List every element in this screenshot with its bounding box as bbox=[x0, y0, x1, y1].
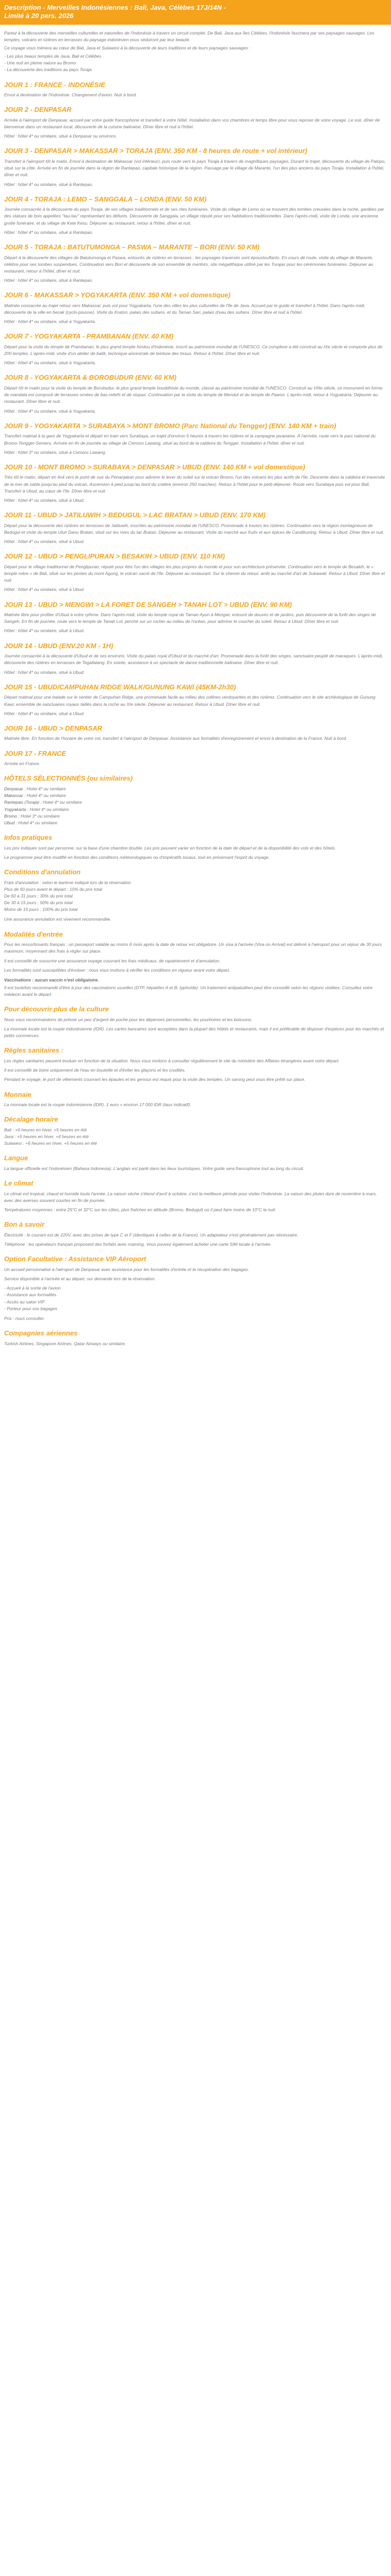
day-description: Transfert matinal à la gare de Yogyakarta et départ en train vers Surabaya, un trajet d'environ 5 heures à travers les rizières et la campagne javanaise. À l'arrivée, route vers le parc national du Bromo-Tengger-Semeru. Arrivée en fin de journée au village de Cemoro Lawang, situé au bord de la caldeira du Tengger. Installation à l'hôtel, dîner et nuit. bbox=[4, 433, 376, 446]
day-title: JOUR 13 - UBUD > MENGWI > LA FORET DE SANGEH > TANAH LOT > UBUD (ENV. 90 KM) bbox=[4, 600, 292, 608]
good-to-know-section bbox=[4, 1221, 387, 1248]
day-title: JOUR 17 - FRANCE bbox=[4, 749, 66, 757]
practical-section bbox=[4, 834, 387, 861]
vip-option-item: - Accès au salon VIP bbox=[4, 1299, 45, 1304]
day-description: Hôtel : hôtel 4* ou similaire, situé à Yogyakarta. bbox=[4, 319, 96, 325]
vaccines-label: Vaccinations : aucun vaccin n'est obligatoire. bbox=[4, 977, 99, 982]
day-description: Départ pour la découverte des rizières en terrasses de Jatiluwih, inscrites au patrimoine mondial de l'UNESCO. Promenade à travers les rizières. Continuation vers la région montagneuse de Bedugul et visite du temple Ulun Danu Bratan, situé sur les rives du lac Bratan. Déjeuner au restaurant. Visite du marché aux fruits et aux épices de Candikuning. Retour à Ubud. Dîner libre et nuit. bbox=[4, 522, 384, 535]
day-description: Hôtel : hôtel 3* ou similaire, situé à Cemoro Lawang. bbox=[4, 449, 106, 455]
day-description: Départ tôt le matin pour la visite du temple de Borobudur, le plus grand temple bouddhiste du monde, classé au patrimoine mondial de l'UNESCO. Construit au VIIIe siècle, ce monument en forme de mandala est composé de terrasses ornées de bas-reliefs et de stupas. Continuation par la visite du temple de Mendut et du temple de Pawon. L'après-midi, retour à Yogyakarta. Déjeuner au restaurant. Dîner libre et nuit. bbox=[4, 385, 383, 404]
hotel-category: Hotel 4* ou similaire bbox=[18, 820, 58, 825]
day-description: Matinée libre. En fonction de l'horaire de votre vol, transfert à l'aéroport de Denpasar. Assistance aux formalités d'enregistrement et envol à destination de la France. Nuit à bord. bbox=[4, 736, 347, 741]
day-description: Arrivée en France. bbox=[4, 761, 40, 767]
airlines-heading: Compagnies aériennes bbox=[4, 1329, 78, 1337]
itinerary-day bbox=[4, 552, 387, 593]
hotel-category: Hotel 3* ou similaire bbox=[21, 813, 60, 819]
climate-section bbox=[4, 1179, 387, 1213]
hotel-item bbox=[4, 820, 387, 826]
day-description: Hôtel : hôtel 4* ou similaire, situé à Rantepao. bbox=[4, 278, 93, 283]
day-description: Hôtel : hôtel 4* ou similaire, situé à Ubud. bbox=[4, 539, 85, 545]
vip-option-item: - Accueil à la sortie de l'avion bbox=[4, 1285, 61, 1291]
itinerary-day bbox=[4, 724, 387, 742]
timezone-item: Sulawesi : +6 heures en hiver, +5 heures en été bbox=[4, 1141, 97, 1146]
timezone-item: Java : +5 heures en hiver, +4 heures en été bbox=[4, 1134, 89, 1140]
day-title: JOUR 6 - MAKASSAR > YOGYAKARTA (ENV. 350 KM + vol domestique) bbox=[4, 291, 231, 299]
day-description: Hôtel : hôtel 4* ou similaire, situé à Yogyakarta. bbox=[4, 360, 96, 366]
vip-option-item: - Porteur pour vos bagages bbox=[4, 1306, 58, 1311]
timezone-list bbox=[4, 1127, 387, 1147]
hotel-item bbox=[4, 792, 387, 799]
hotel-item bbox=[4, 806, 387, 813]
day-description: Journée consacrée à la découverte d'Ubud et de ses environs. Visite du palais royal d'Ubud et du marché d'art. Promenade dans la forêt des singes, sanctuaire peuplé de macaques. L'après-midi, découverte des rizières en terrasses de Tegallalang. En soirée, assistance à un spectacle de danse traditionnelle balinaise. Dîner libre et nuit. bbox=[4, 653, 383, 666]
itinerary-day bbox=[4, 332, 387, 366]
good-to-know-text: Électricité : le courant est de 220V, avec des prises de type C et F (identiques à celles de la France). Un adaptateur n'est généralement pas nécessaire. bbox=[4, 1232, 299, 1238]
practical-text: Les prix indiqués sont par personne, sur la base d'une chambre double. Les prix peuvent varier en fonction de la date de départ et de la disponibilité des vols et des hôtels. bbox=[4, 845, 336, 851]
health-text: Il est conseillé de boire uniquement de l'eau en bouteille et d'éviter les glaçons et les crudités. bbox=[4, 1067, 186, 1073]
main-content bbox=[0, 25, 391, 1347]
itinerary-day bbox=[4, 422, 387, 456]
day-description: Départ matinal pour une balade sur le sentier de Campuhan Ridge, une promenade facile au milieu des collines verdoyantes et des rizières. Continuation vers le site archéologique de Gunung Kawi, ensemble de sanctuaires royaux taillés dans la roche au XIe siècle. Déjeuner au restaurant. Retour à Ubud. Dîner libre et nuit. bbox=[4, 694, 376, 707]
day-title: JOUR 2 - DENPASAR bbox=[4, 106, 72, 114]
condition-item: Moins de 15 jours : 100% du prix total bbox=[4, 907, 78, 912]
itinerary-day bbox=[4, 291, 387, 325]
page-title-line2: Limité à 20 pers. 2026 bbox=[4, 12, 74, 20]
condition-item: De 60 à 31 jours : 30% du prix total bbox=[4, 893, 73, 899]
airlines-section bbox=[4, 1329, 387, 1347]
day-description: Matinée libre pour profiter d'Ubud à votre rythme. Dans l'après-midi, visite du temple royal de Taman Ayun à Mengwi, entouré de douves et de jardins, puis découverte de la forêt des singes de Sangeh. En fin de journée, route vers le temple de Tanah Lot, perché sur un rocher au milieu de l'océan, pour admirer le coucher du soleil. Retour à Ubud. Dîner libre et nuit. bbox=[4, 612, 376, 624]
page-title-line1: Description - Merveilles Indonésiennes : Bali, Java, Célèbes 17J/14N - bbox=[4, 4, 226, 11]
hotel-city: Rantepao (Toraja) : bbox=[4, 800, 42, 805]
day-title: JOUR 8 - YOGYAKARTA & BOROBUDUR (ENV. 60 KM) bbox=[4, 374, 176, 382]
health-text: Pendant le voyage, le port de vêtements couvrant les épaules et les genoux est requis pour la visite des temples. Un sarong peut vous être prêté sur place. bbox=[4, 1077, 306, 1082]
health-section bbox=[4, 1046, 387, 1083]
hotel-city: Denpasar : bbox=[4, 786, 26, 791]
health-text: Les règles sanitaires peuvent évoluer en fonction de la situation. Nous vous invitons à consulter régulièrement le site du ministère des Affaires étrangères avant votre départ. bbox=[4, 1058, 340, 1064]
hotel-city: Makassar : bbox=[4, 793, 26, 799]
culture-heading: Pour découvrir plus de la culture bbox=[4, 1005, 109, 1013]
day-description: Journée consacrée à la découverte du pays Toraja, de ses villages traditionnels et de ses rites funéraires. Visite du village de Lemo où se trouvent des tombes creusées dans la roche, gardées par des statues de bois appelées "tau-tau" représentant les défunts. Découverte de Sanggala, un village réputé pour ses habitations traditionnelles. Dans l'après-midi, visite de Londa, une ancienne grotte funéraire, et du village de Kete Kesu. Déjeuner au restaurant, retour à l'hôtel, dîner et nuit. bbox=[4, 207, 384, 226]
hotel-category: Hotel 4* ou similaire bbox=[26, 793, 66, 799]
language-text: La langue officielle est l'indonésien (Bahasa Indonesia). L'anglais est parlé dans les lieux touristiques. Votre guide sera francophone tout au long du circuit. bbox=[4, 1166, 304, 1172]
timezone-section bbox=[4, 1115, 387, 1147]
hotel-category: Hotel 4* ou similaire bbox=[43, 800, 82, 805]
vip-option-item: - Assistance aux formalités bbox=[4, 1292, 57, 1298]
day-description: Hôtel : hôtel 4* ou similaire, situé à Ubud. bbox=[4, 497, 85, 503]
conditions-heading: Conditions d'annulation bbox=[4, 868, 81, 876]
highlight-item: - Une nuit en pleine nature au Bromo bbox=[4, 60, 76, 66]
culture-section bbox=[4, 1005, 387, 1039]
day-title: JOUR 10 - MONT BROMO > SURABAYA > DENPASAR > UBUD (ENV. 140 KM + vol domestique) bbox=[4, 463, 305, 471]
health-heading: Règles sanitaires : bbox=[4, 1046, 63, 1055]
vip-option-text: Un accueil personnalisé à l'aéroport de Denpasar avec assistance pour les formalités d'entrée et la récupération des bagages. bbox=[4, 1266, 249, 1272]
currency-text: La monnaie locale est la roupie indonésienne (IDR). 1 euro = environ 17 000 IDR (taux indicatif). bbox=[4, 1102, 191, 1108]
hotel-item bbox=[4, 799, 387, 806]
highlight-item: - Les plus beaux temples de Java, Bali et Célèbes bbox=[4, 54, 102, 59]
day-description: Départ pour la visite du temple de Prambanan, le plus grand temple hindou d'Indonésie, inscrit au patrimoine mondial de l'UNESCO. Ce complexe a été construit au IXe siècle et comporte plus de 200 temples. L'après-midi, visite d'un atelier de batik, technique ancestrale de teinture des tissus. Retour à l'hôtel. Dîner libre et nuit. bbox=[4, 344, 383, 357]
day-title: JOUR 3 - DENPASAR > MAKASSAR > TORAJA (ENV. 350 KM - 8 heures de route + vol intérieur) bbox=[4, 147, 307, 155]
timezone-heading: Décalage horaire bbox=[4, 1115, 58, 1124]
currency-section bbox=[4, 1091, 387, 1109]
day-description: Arrivée à l'aéroport de Denpasar, accueil par votre guide francophone et transfert à votre hôtel. Installation dans vos chambres et temps libre pour vous reposer de votre voyage. Le soir, dîner de bienvenue dans un restaurant local, découverte de la cuisine balinaise. Dîner libre et nuit à l'hôtel. bbox=[4, 117, 380, 130]
day-description: Matinée consacrée au trajet retour vers Makassar, puis vol pour Yogyakarta, l'une des villes les plus culturelles de l'île de Java. Accueil par le guide et transfert à l'hôtel. Dans l'après-midi, découverte de la ville en becak (cyclo-pousse). Visite du Kraton, palais des sultans, et du Taman Sari, palais d'eau des sultans. Dîner libre et nuit à l'hôtel. bbox=[4, 302, 366, 315]
hotel-item bbox=[4, 813, 387, 820]
entry-text: Pour les ressortissants français : un passeport valable au moins 6 mois après la date de retour est obligatoire. Un visa à l'arrivée (Visa on Arrival) est délivré à l'aéroport pour un séjour de 30 jours maximum, moyennant des frais à régler sur place. bbox=[4, 942, 382, 954]
day-description: Hôtel : hôtel 4* ou similaire, situé à Ubud. bbox=[4, 587, 85, 592]
itinerary-day bbox=[4, 511, 387, 545]
conditions-section bbox=[4, 868, 387, 923]
day-description: Hôtel : hôtel 4* ou similaire, situé à Ubud. bbox=[4, 710, 85, 716]
hotel-city: Yogyakarta : bbox=[4, 806, 29, 812]
good-to-know-text: Téléphone : les opérateurs français proposent des forfaits avec roaming. Vous pouvez également acheter une carte SIM locale à l'arrivée. bbox=[4, 1242, 272, 1247]
climate-heading: Le climat bbox=[4, 1179, 34, 1188]
hotel-category: Hotel 4* ou similaire bbox=[26, 786, 66, 791]
language-section bbox=[4, 1154, 387, 1172]
hotel-city: Bromo : bbox=[4, 813, 20, 819]
practical-text: Le programme peut être modifié en fonction des conditions météorologiques ou d'impératifs locaux, tout en préservant l'esprit du voyage. bbox=[4, 854, 270, 860]
day-title: JOUR 1 : FRANCE - INDONÉSIE bbox=[4, 80, 105, 89]
day-description: Départ pour le village traditionnel de Penglipuran, réputé pour être l'un des villages les plus propres du monde et pour son architecture préservée. Continuation vers le temple de Besakih, le « temple mère » de Bali, situé sur les pentes du mont Agung, le volcan sacré de l'île. Déjeuner au restaurant. Sur le chemin du retour, arrêt au marché d'art de Sukawati. Retour à Ubud. Dîner libre et nuit. bbox=[4, 564, 385, 583]
itinerary-day bbox=[4, 147, 387, 188]
hotel-list bbox=[4, 786, 387, 826]
highlight-item: - La découverte des traditions au pays Toraja bbox=[4, 67, 92, 73]
itinerary-day bbox=[4, 195, 387, 236]
entry-section bbox=[4, 930, 387, 998]
condition-item: Plus de 60 jours avant le départ : 10% du prix total bbox=[4, 886, 102, 892]
conditions-note: Une assurance annulation est vivement recommandée. bbox=[4, 917, 111, 922]
day-description: Hôtel : hôtel 4* ou similaire, situé à Rantepao. bbox=[4, 181, 93, 187]
hotels-heading: HÔTELS SÉLECTIONNÉS (ou similaires) bbox=[4, 774, 133, 783]
currency-heading: Monnaie bbox=[4, 1090, 31, 1098]
climate-text: Températures moyennes : entre 25°C et 32°C sur les côtes, plus fraîches en altitude (Bromo, Bedugul) où il peut faire moins de 10°C la nuit. bbox=[4, 1207, 276, 1213]
timezone-item: Bali : +6 heures en hiver, +5 heures en été bbox=[4, 1127, 87, 1132]
culture-text: Nous vous recommandons de prévoir un peu d'argent de poche pour les dépenses personnelles, les pourboires et les boissons. bbox=[4, 1016, 253, 1022]
day-title: JOUR 14 - UBUD (ENV.20 KM - 1H) bbox=[4, 641, 113, 650]
day-description: Hôtel : hôtel 4* ou similaire, situé à Ubud. bbox=[4, 628, 85, 634]
vip-option-section bbox=[4, 1255, 387, 1322]
day-description: Envol à destination de l'Indonésie. Changement d'avion. Nuit à bord. bbox=[4, 92, 137, 98]
title-banner bbox=[0, 0, 391, 25]
day-description: Hôtel : hôtel 4* ou similaire, situé à Denpasar ou environs. bbox=[4, 133, 117, 139]
day-title: JOUR 7 - YOGYAKARTA - PRAMBANAN (ENV. 40 KM) bbox=[4, 332, 174, 341]
day-description: Très tôt le matin, départ en 4x4 vers le point de vue du Penanjakan pour admirer le lever du soleil sur le volcan Bromo, l'un des volcans les plus actifs de l'île. Descente dans la caldeira et traversée de la mer de sable jusqu'au pied du volcan. Ascension à pied jusqu'au bord du cratère (environ 250 marches). Retour à l'hôtel pour le petit-déjeuner. Route vers Surabaya puis vol pour Bali. Transfert à Ubud, au cœur de l'île. Dîner libre et nuit. bbox=[4, 474, 385, 494]
itinerary-day bbox=[4, 106, 387, 140]
itinerary-day bbox=[4, 750, 387, 768]
itinerary-day bbox=[4, 642, 387, 676]
day-title: JOUR 12 - UBUD > PENGLIPURAN > BESAKIH > UBUD (ENV. 110 KM) bbox=[4, 552, 225, 561]
itinerary-day bbox=[4, 601, 387, 635]
entry-heading: Modalités d'entrée bbox=[4, 930, 63, 938]
intro-paragraph-2: Ce voyage vous mènera au cœur de Bali, Java et Sulawesi à la découverte de leurs traditions et de leurs paysages sauvages : bbox=[4, 45, 251, 50]
day-title: JOUR 4 - TORAJA : LEMO – SANGGALA – LONDA (ENV. 50 KM) bbox=[4, 195, 207, 203]
vaccines-text: Il est toutefois recommandé d'être à jour des vaccinations usuelles (DTP, hépatites A et B, typhoïde). Un traitement antipaludéen peut être conseillé selon les régions visitées. Consultez votre médecin avant le départ. bbox=[4, 985, 373, 997]
vip-option-list bbox=[4, 1285, 387, 1312]
day-description: Hôtel : hôtel 4* ou similaire, situé à Ubud. bbox=[4, 669, 85, 675]
day-title: JOUR 11 - UBUD > JATILUWIH > BEDUGUL > LAC BRATAN > UBUD (ENV. 170 KM) bbox=[4, 511, 266, 519]
itinerary-day bbox=[4, 243, 387, 284]
condition-item: Frais d'annulation : selon le barème indiqué lors de la réservation bbox=[4, 879, 131, 885]
entry-text: Les formalités sont susceptibles d'évoluer : nous vous invitons à vérifier les conditions en vigueur avant votre départ. bbox=[4, 967, 231, 973]
day-title: JOUR 15 - UBUD/CAMPUHAN RIDGE WALK/GUNUNG KAWI (45KM-2h30) bbox=[4, 683, 236, 691]
itinerary-day bbox=[4, 683, 387, 717]
itinerary bbox=[4, 81, 387, 768]
itinerary-day bbox=[4, 463, 387, 504]
practical-heading: Infos pratiques bbox=[4, 834, 53, 842]
day-title: JOUR 9 - YOGYAKARTA > SURABAYA > MONT BROMO (Parc National du Tengger) (ENV. 140 KM + train) bbox=[4, 421, 336, 430]
condition-item: De 30 à 15 jours : 50% du prix total bbox=[4, 900, 73, 906]
day-description: Hôtel : hôtel 4* ou similaire, situé à Rantepao. bbox=[4, 229, 93, 235]
conditions-list bbox=[4, 879, 387, 913]
language-heading: Langue bbox=[4, 1154, 28, 1162]
hotels-section bbox=[4, 774, 387, 826]
good-to-know-heading: Bon à savoir bbox=[4, 1221, 45, 1229]
day-description: Hôtel : hôtel 4* ou similaire, situé à Yogyakarta. bbox=[4, 408, 96, 414]
day-description: Départ à la découverte des villages de Batutumonga et Paswa, entourés de rizières en terrasses ; les paysages traversés sont époustouflants. En cours de route, visite du village de Marante, célèbre pour ses tombes suspendues. Continuation vers Bori et découverte de son ensemble de menhirs, site mégalithique utilisé par les Torajas pour les cérémonies funéraires. Déjeuner au restaurant, retour à l'hôtel, dîner et nuit. bbox=[4, 255, 373, 274]
hotel-item bbox=[4, 786, 387, 792]
climate-text: Le climat est tropical, chaud et humide toute l'année. La saison sèche s'étend d'avril à octobre, c'est la meilleure période pour visiter l'Indonésie. La saison des pluies dure de novembre à mars, avec des averses souvent courtes en fin de journée. bbox=[4, 1191, 377, 1203]
itinerary-day bbox=[4, 81, 387, 99]
hotel-city: Ubud : bbox=[4, 820, 18, 825]
hotel-category: Hotel 4* ou similaire bbox=[29, 806, 69, 812]
day-title: JOUR 16 - UBUD > DENPASAR bbox=[4, 724, 103, 732]
day-title: JOUR 5 - TORAJA : BATUTUMONGA – PASWA – MARANTE – BORI (ENV. 50 KM) bbox=[4, 243, 260, 251]
day-description: Transfert à l'aéroport tôt le matin. Envol à destination de Makassar (vol intérieur), puis route vers le pays Toraja à travers de magnifiques paysages. Durant le trajet, découverte du village de Palopo, situé sur la côte. Arrivée en fin de journée dans la région de Rantepao, capitale historique de la région. Passage par le village de Marante, l'un des plus anciens du pays Toraja. Installation à l'hôtel, dîner et nuit. bbox=[4, 159, 386, 178]
vip-option-text: Service disponible à l'arrivée et au départ, sur demande lors de la réservation. bbox=[4, 1276, 156, 1282]
airlines-text: Turkish Airlines, Singapore Airlines, Qatar Airways ou similaire. bbox=[4, 1341, 126, 1346]
vip-option-heading: Option Facultative : Assistance VIP Aéroport bbox=[4, 1255, 146, 1263]
entry-text: Il est conseillé de souscrire une assurance voyage couvrant les frais médicaux, de rapatriement et d'annulation. bbox=[4, 958, 221, 963]
intro-paragraph: Partez à la découverte des merveilles culturelles et naturelles de l'Indonésie à travers un circuit complet. De Bali, Java aux îles Célèbes, l'Indonésie fascinera par ses paysages sauvages. Les temples, volcans et rizières en terrasses du paysage indonésien vous séduiront par leur beauté. bbox=[4, 30, 374, 42]
intro-highlights bbox=[4, 53, 387, 74]
culture-text: La monnaie locale est la roupie indonésienne (IDR). Les cartes bancaires sont acceptées dans la plupart des hôtels et restaurants, mais il est préférable de disposer d'espèces pour les marchés et petits commerces. bbox=[4, 1026, 384, 1039]
itinerary-day bbox=[4, 374, 387, 414]
vip-option-price: Prix : nous consulter. bbox=[4, 1315, 45, 1321]
